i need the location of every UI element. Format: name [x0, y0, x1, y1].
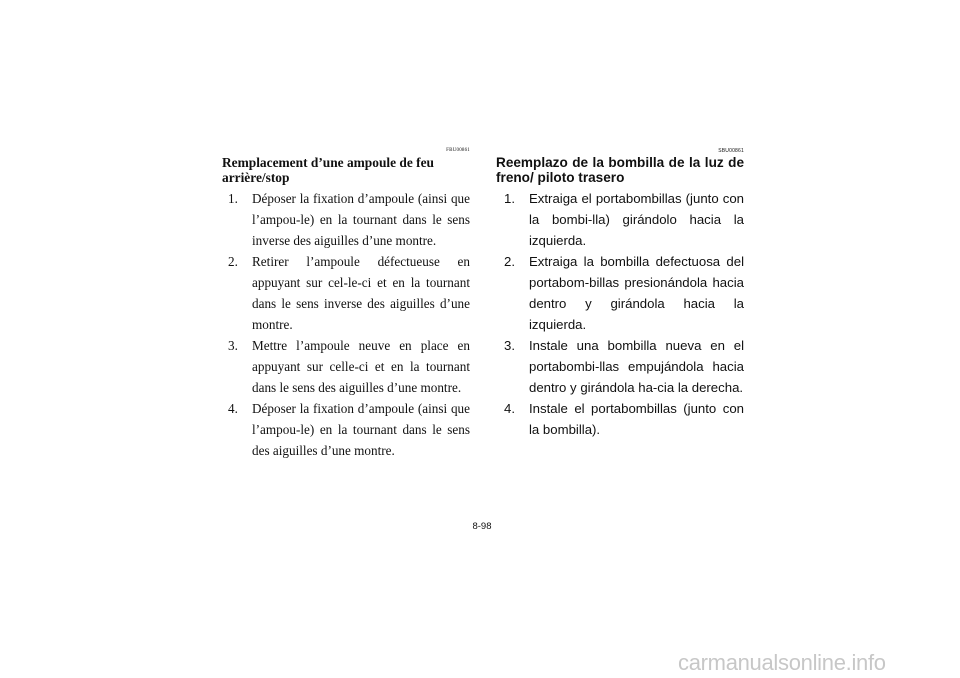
step-text: Déposer la fixation d’ampoule (ainsi que l’ampou-le) en la tournant dans le sens inverse des aiguilles d’une montre. [252, 191, 470, 248]
step-number: 3. [504, 338, 515, 353]
list-item [504, 335, 744, 398]
section-code: SBU00861 [718, 148, 744, 154]
step-number: 3. [228, 338, 238, 353]
step-text: Mettre l’ampoule neuve en place en appuyant sur celle-ci et en la tournant dans le sens des aiguilles d’une montre. [252, 338, 470, 395]
step-number: 1. [504, 191, 515, 206]
list-item [504, 251, 744, 335]
step-number: 4. [504, 401, 515, 416]
watermark: carmanualsonline.info [678, 650, 886, 675]
steps-list [222, 188, 470, 461]
step-number: 2. [504, 254, 515, 269]
list-item [228, 335, 470, 398]
page-number: 8-98 [472, 521, 492, 532]
list-item [504, 188, 744, 251]
section-heading: Reemplazo de la bombilla de la luz de freno/ piloto trasero [496, 155, 744, 185]
list-item [504, 398, 744, 440]
french-column [222, 148, 470, 461]
step-text: Instale el portabombillas (junto con la bombilla). [529, 401, 744, 437]
section-code: FBU00861 [446, 148, 470, 153]
step-text: Déposer la fixation d’ampoule (ainsi que l’ampou-le) en la tournant dans le sens des aiguilles d’une montre. [252, 401, 470, 458]
section-heading: Remplacement d’une ampoule de feu arrière/stop [222, 155, 435, 185]
steps-list [496, 188, 744, 440]
list-item [228, 398, 470, 461]
step-text: Instale una bombilla nueva en el portabombi-llas empujándola hacia dentro y girándola ha-cia la derecha. [529, 338, 744, 395]
step-text: Extraiga el portabombillas (junto con la bombi-lla) girándolo hacia la izquierda. [529, 191, 744, 248]
list-item [228, 188, 470, 251]
step-number: 1. [228, 191, 238, 206]
list-item [228, 251, 470, 335]
step-number: 4. [228, 401, 238, 416]
step-text: Extraiga la bombilla defectuosa del portabom-billas presionándola hacia dentro y girándola hacia la izquierda. [529, 254, 744, 332]
step-number: 2. [228, 254, 238, 269]
step-text: Retirer l’ampoule défectueuse en appuyant sur cel-le-ci et en la tournant dans le sens inverse des aiguilles d’une montre. [252, 254, 470, 332]
spanish-column [496, 148, 744, 440]
